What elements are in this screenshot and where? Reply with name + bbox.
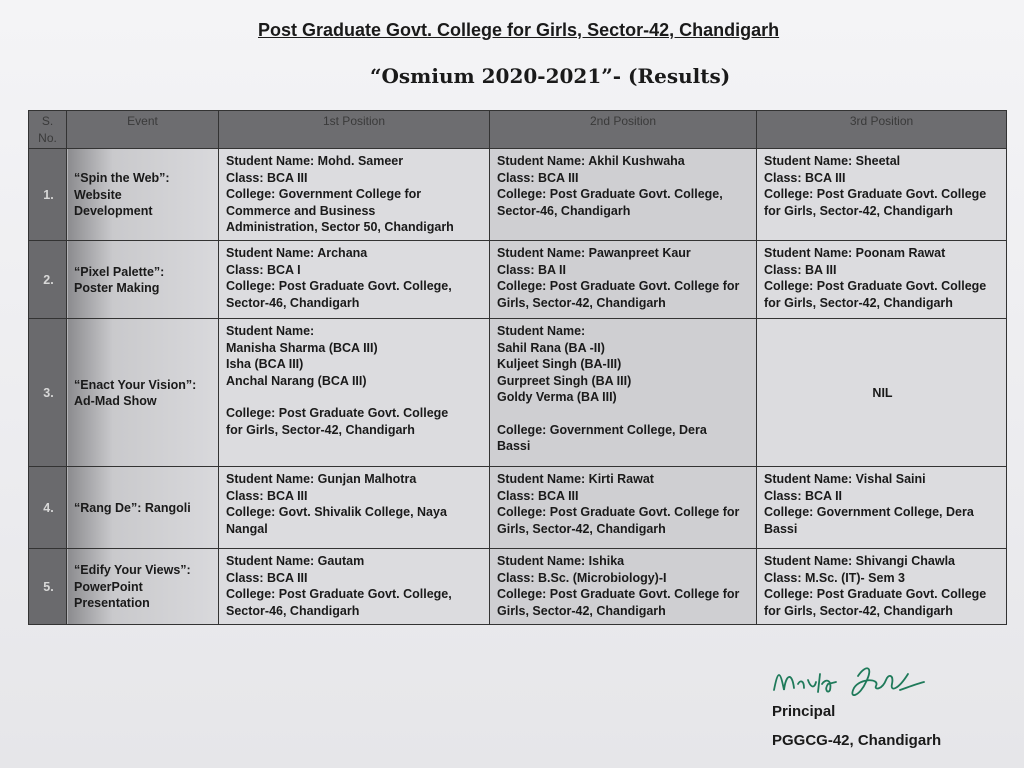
cell-line: Sector-46, Chandigarh <box>226 603 360 618</box>
cell-line: Student Name: Pawanpreet Kaur <box>497 246 691 260</box>
cell-line: Girls, Sector-42, Chandigarh <box>497 295 666 310</box>
first-position <box>219 149 490 241</box>
line-spacer <box>226 389 484 405</box>
second-position <box>490 319 757 467</box>
cell-line: Bassi <box>764 521 798 536</box>
cell-line: College: Govt. Shivalik College, Naya <box>226 505 447 519</box>
results-subtitle: “Osmium 2020-2021”- (Results) <box>370 64 731 88</box>
cell-line: Class: BCA III <box>497 488 579 503</box>
cell-line: Sector-46, Chandigarh <box>497 203 631 218</box>
event-name <box>67 467 219 549</box>
third-position <box>757 549 1007 625</box>
table-row <box>29 549 1007 625</box>
cell-line: “Rang De”: Rangoli <box>74 500 191 515</box>
cell-line: PowerPoint <box>74 579 143 594</box>
cell-line: Student Name: Poonam Rawat <box>764 246 946 260</box>
cell-line: College: Post Graduate Govt. College <box>226 406 449 420</box>
serial-number: 3. <box>29 319 67 467</box>
cell-line: Class: BCA III <box>226 488 308 503</box>
cell-line: “Pixel Palette”: <box>74 264 165 279</box>
cell-line: Goldy Verma (BA III) <box>497 390 617 404</box>
cell-line: “Spin the Web”: <box>74 171 170 186</box>
cell-line: Kuljeet Singh (BA-III) <box>497 357 622 371</box>
cell-line: Administration, Sector 50, Chandigarh <box>226 220 454 234</box>
cell-line: Student Name: Shivangi Chawla <box>764 554 956 568</box>
principal-signature <box>770 660 930 704</box>
event-name <box>67 319 219 467</box>
cell-line: Class: BCA I <box>226 262 301 277</box>
cell-line: Gurpreet Singh (BA III) <box>497 373 632 388</box>
serial-number: 4. <box>29 467 67 549</box>
first-position <box>219 319 490 467</box>
cell-line: Student Name: <box>497 324 586 338</box>
cell-line: College: Post Graduate Govt. College for <box>497 587 740 601</box>
cell-line: College: Post Graduate Govt. College <box>764 187 987 201</box>
table-header-row <box>29 111 1007 149</box>
cell-line: Manisha Sharma (BCA III) <box>226 340 378 355</box>
second-position <box>490 149 757 241</box>
cell-line: Student Name: Akhil Kushwaha <box>497 154 685 168</box>
page-title: Post Graduate Govt. College for Girls, Sector-42, Chandigarh <box>258 20 780 40</box>
cell-line: Class: BA II <box>497 262 567 277</box>
cell-line: College: Post Graduate Govt. College <box>764 279 987 293</box>
cell-line: Class: B.Sc. (Microbiology)-I <box>497 570 667 585</box>
third-position-nil: NIL <box>757 319 1007 467</box>
serial-number: 5. <box>29 549 67 625</box>
cell-line: College: Government College, Dera <box>497 422 707 437</box>
third-position <box>757 149 1007 241</box>
cell-line: Girls, Sector-42, Chandigarh <box>497 603 666 618</box>
cell-line: College: Post Graduate Govt. College for <box>497 505 740 519</box>
cell-line: Ad-Mad Show <box>74 394 157 408</box>
first-position <box>219 549 490 625</box>
first-position <box>219 467 490 549</box>
cell-line: for Girls, Sector-42, Chandigarh <box>764 203 953 218</box>
cell-line: Class: BCA III <box>226 570 308 585</box>
cell-line: “Enact Your Vision”: <box>74 377 197 392</box>
cell-line: College: Post Graduate Govt. College, <box>497 187 723 201</box>
second-position <box>490 467 757 549</box>
col-header-first: 1st Position <box>219 111 490 149</box>
table-row <box>29 319 1007 467</box>
third-position <box>757 467 1007 549</box>
event-name <box>67 549 219 625</box>
cell-line: Sahil Rana (BA -II) <box>497 340 605 355</box>
second-position <box>490 549 757 625</box>
cell-line: for Girls, Sector-42, Chandigarh <box>764 603 953 618</box>
event-name <box>67 149 219 241</box>
cell-line: Student Name: Vishal Saini <box>764 472 926 486</box>
cell-line: Student Name: Kirti Rawat <box>497 472 654 486</box>
third-position <box>757 241 1007 319</box>
cell-line: Class: BCA II <box>764 488 843 503</box>
cell-line: Sector-46, Chandigarh <box>226 295 360 310</box>
results-table <box>28 110 1007 625</box>
line-spacer <box>497 406 751 422</box>
cell-line: Class: BCA III <box>226 170 308 185</box>
cell-line: Bassi <box>497 439 531 453</box>
office-name: PGGCG-42, Chandigarh <box>772 732 942 749</box>
table-row <box>29 149 1007 241</box>
cell-line: Nangal <box>226 521 268 536</box>
cell-line: College: Post Graduate Govt. College, <box>226 279 452 293</box>
cell-line: Anchal Narang (BCA III) <box>226 373 367 388</box>
cell-line: Poster Making <box>74 281 160 295</box>
cell-line: Student Name: Sheetal <box>764 154 901 168</box>
cell-line: Student Name: Gunjan Malhotra <box>226 472 417 486</box>
cell-line: Class: BCA III <box>764 170 846 185</box>
cell-line: Isha (BCA III) <box>226 357 304 371</box>
event-name <box>67 241 219 319</box>
cell-line: Class: BCA III <box>497 170 579 185</box>
cell-line: Presentation <box>74 596 150 611</box>
cell-line: Class: M.Sc. (IT)- Sem 3 <box>764 570 906 585</box>
serial-number: 1. <box>29 149 67 241</box>
serial-number: 2. <box>29 241 67 319</box>
col-header-third: 3rd Position <box>757 111 1007 149</box>
cell-line: College: Post Graduate Govt. College <box>764 587 987 601</box>
cell-line: Commerce and Business <box>226 203 376 218</box>
cell-line: Student Name: Ishika <box>497 554 625 568</box>
cell-line: Student Name: Archana <box>226 246 368 260</box>
cell-line: for Girls, Sector-42, Chandigarh <box>226 422 415 437</box>
second-position <box>490 241 757 319</box>
col-header-second: 2nd Position <box>490 111 757 149</box>
cell-line: Class: BA III <box>764 262 837 277</box>
cell-line: Girls, Sector-42, Chandigarh <box>497 521 666 536</box>
table-row <box>29 241 1007 319</box>
cell-line: College: Government College for <box>226 187 422 201</box>
cell-line: College: Post Graduate Govt. College, <box>226 587 452 601</box>
table-row <box>29 467 1007 549</box>
designation: Principal <box>772 703 836 720</box>
cell-line: College: Post Graduate Govt. College for <box>497 279 740 293</box>
cell-line: Development <box>74 204 153 219</box>
col-header-sno: S. No. <box>29 111 67 149</box>
first-position <box>219 241 490 319</box>
cell-line: Website <box>74 187 122 202</box>
cell-line: “Edify Your Views”: <box>74 563 191 578</box>
cell-line: College: Government College, Dera <box>764 505 974 519</box>
cell-line: Student Name: Mohd. Sameer <box>226 154 404 168</box>
cell-line: for Girls, Sector-42, Chandigarh <box>764 295 953 310</box>
col-header-event: Event <box>67 111 219 149</box>
cell-line: Student Name: <box>226 324 315 338</box>
cell-line: Student Name: Gautam <box>226 554 365 568</box>
